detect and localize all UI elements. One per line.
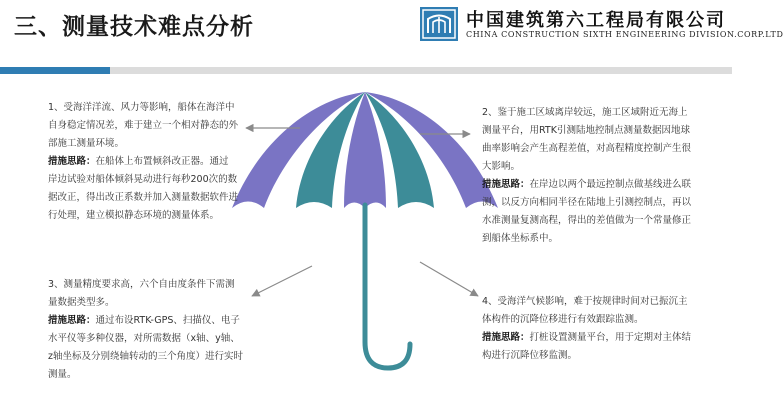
arrow-point-4 bbox=[420, 262, 478, 296]
point-1-block bbox=[48, 99, 238, 225]
company-name-en: CHINA CONSTRUCTION SIXTH ENGINEERING DIVISION.CORP.LTD bbox=[466, 30, 784, 39]
point-3-measure: 通过布设RTK-GPS、扫描仪、电子水平仪等多种仪器，对所需数据（x轴、y轴、z轴坐标及分别绕轴转动的三个角度）进行实时测量。 bbox=[48, 315, 243, 380]
arrow-point-3 bbox=[252, 266, 312, 296]
slide-title: 三、测量技术难点分析 bbox=[14, 14, 254, 40]
point-3-block bbox=[48, 276, 244, 384]
point-1-label: 措施思路： bbox=[48, 156, 96, 167]
point-2-block bbox=[482, 104, 692, 248]
point-2-label: 措施思路： bbox=[482, 179, 530, 190]
company-name-cn: 中国建筑第六工程局有限公司 bbox=[466, 10, 726, 31]
point-1-text: 1、受海洋洋流、风力等影响，船体在海洋中自身稳定情况差，难于建立一个相对静态的外部施工测量环境。 bbox=[48, 102, 239, 149]
point-3-text: 3、测量精度要求高，六个自由度条件下需测量数据类型多。 bbox=[48, 279, 235, 308]
point-4-measure: 打桩设置测量平台，用于定期对主体结构进行沉降位移监测。 bbox=[482, 332, 692, 361]
point-3-label: 措施思路： bbox=[48, 315, 96, 326]
umbrella-handle bbox=[365, 205, 410, 368]
point-4-text: 4、受海洋气候影响，难于按规律时间对已振沉主体构件的沉降位移进行有效跟踪监测。 bbox=[482, 296, 688, 325]
point-4-block bbox=[482, 293, 692, 365]
point-2-measure: 在岸边以两个最远控制点做基线进么联测，以反方向相同半径在陆地上引测控制点，再以水准测量复测高程，得出的差值做为一个常量修正到船体坐标系中。 bbox=[482, 179, 692, 244]
point-4-label: 措施思路： bbox=[482, 332, 530, 343]
point-2-text: 2、鉴于施工区域离岸较远，施工区域附近无海上测量平台，用RTK引测陆地控制点测量数据因地球曲率影响会产生高程差值，对高程精度控制产生很大影响。 bbox=[482, 107, 692, 172]
point-1-measure: 在船体上布置倾斜改正器。通过岸边试验对船体倾斜晃动进行每秒200次的数据改正，得出改正系数并加入测量数据软件进行处理，建立模拟静态环境的测量体系。 bbox=[48, 156, 239, 221]
